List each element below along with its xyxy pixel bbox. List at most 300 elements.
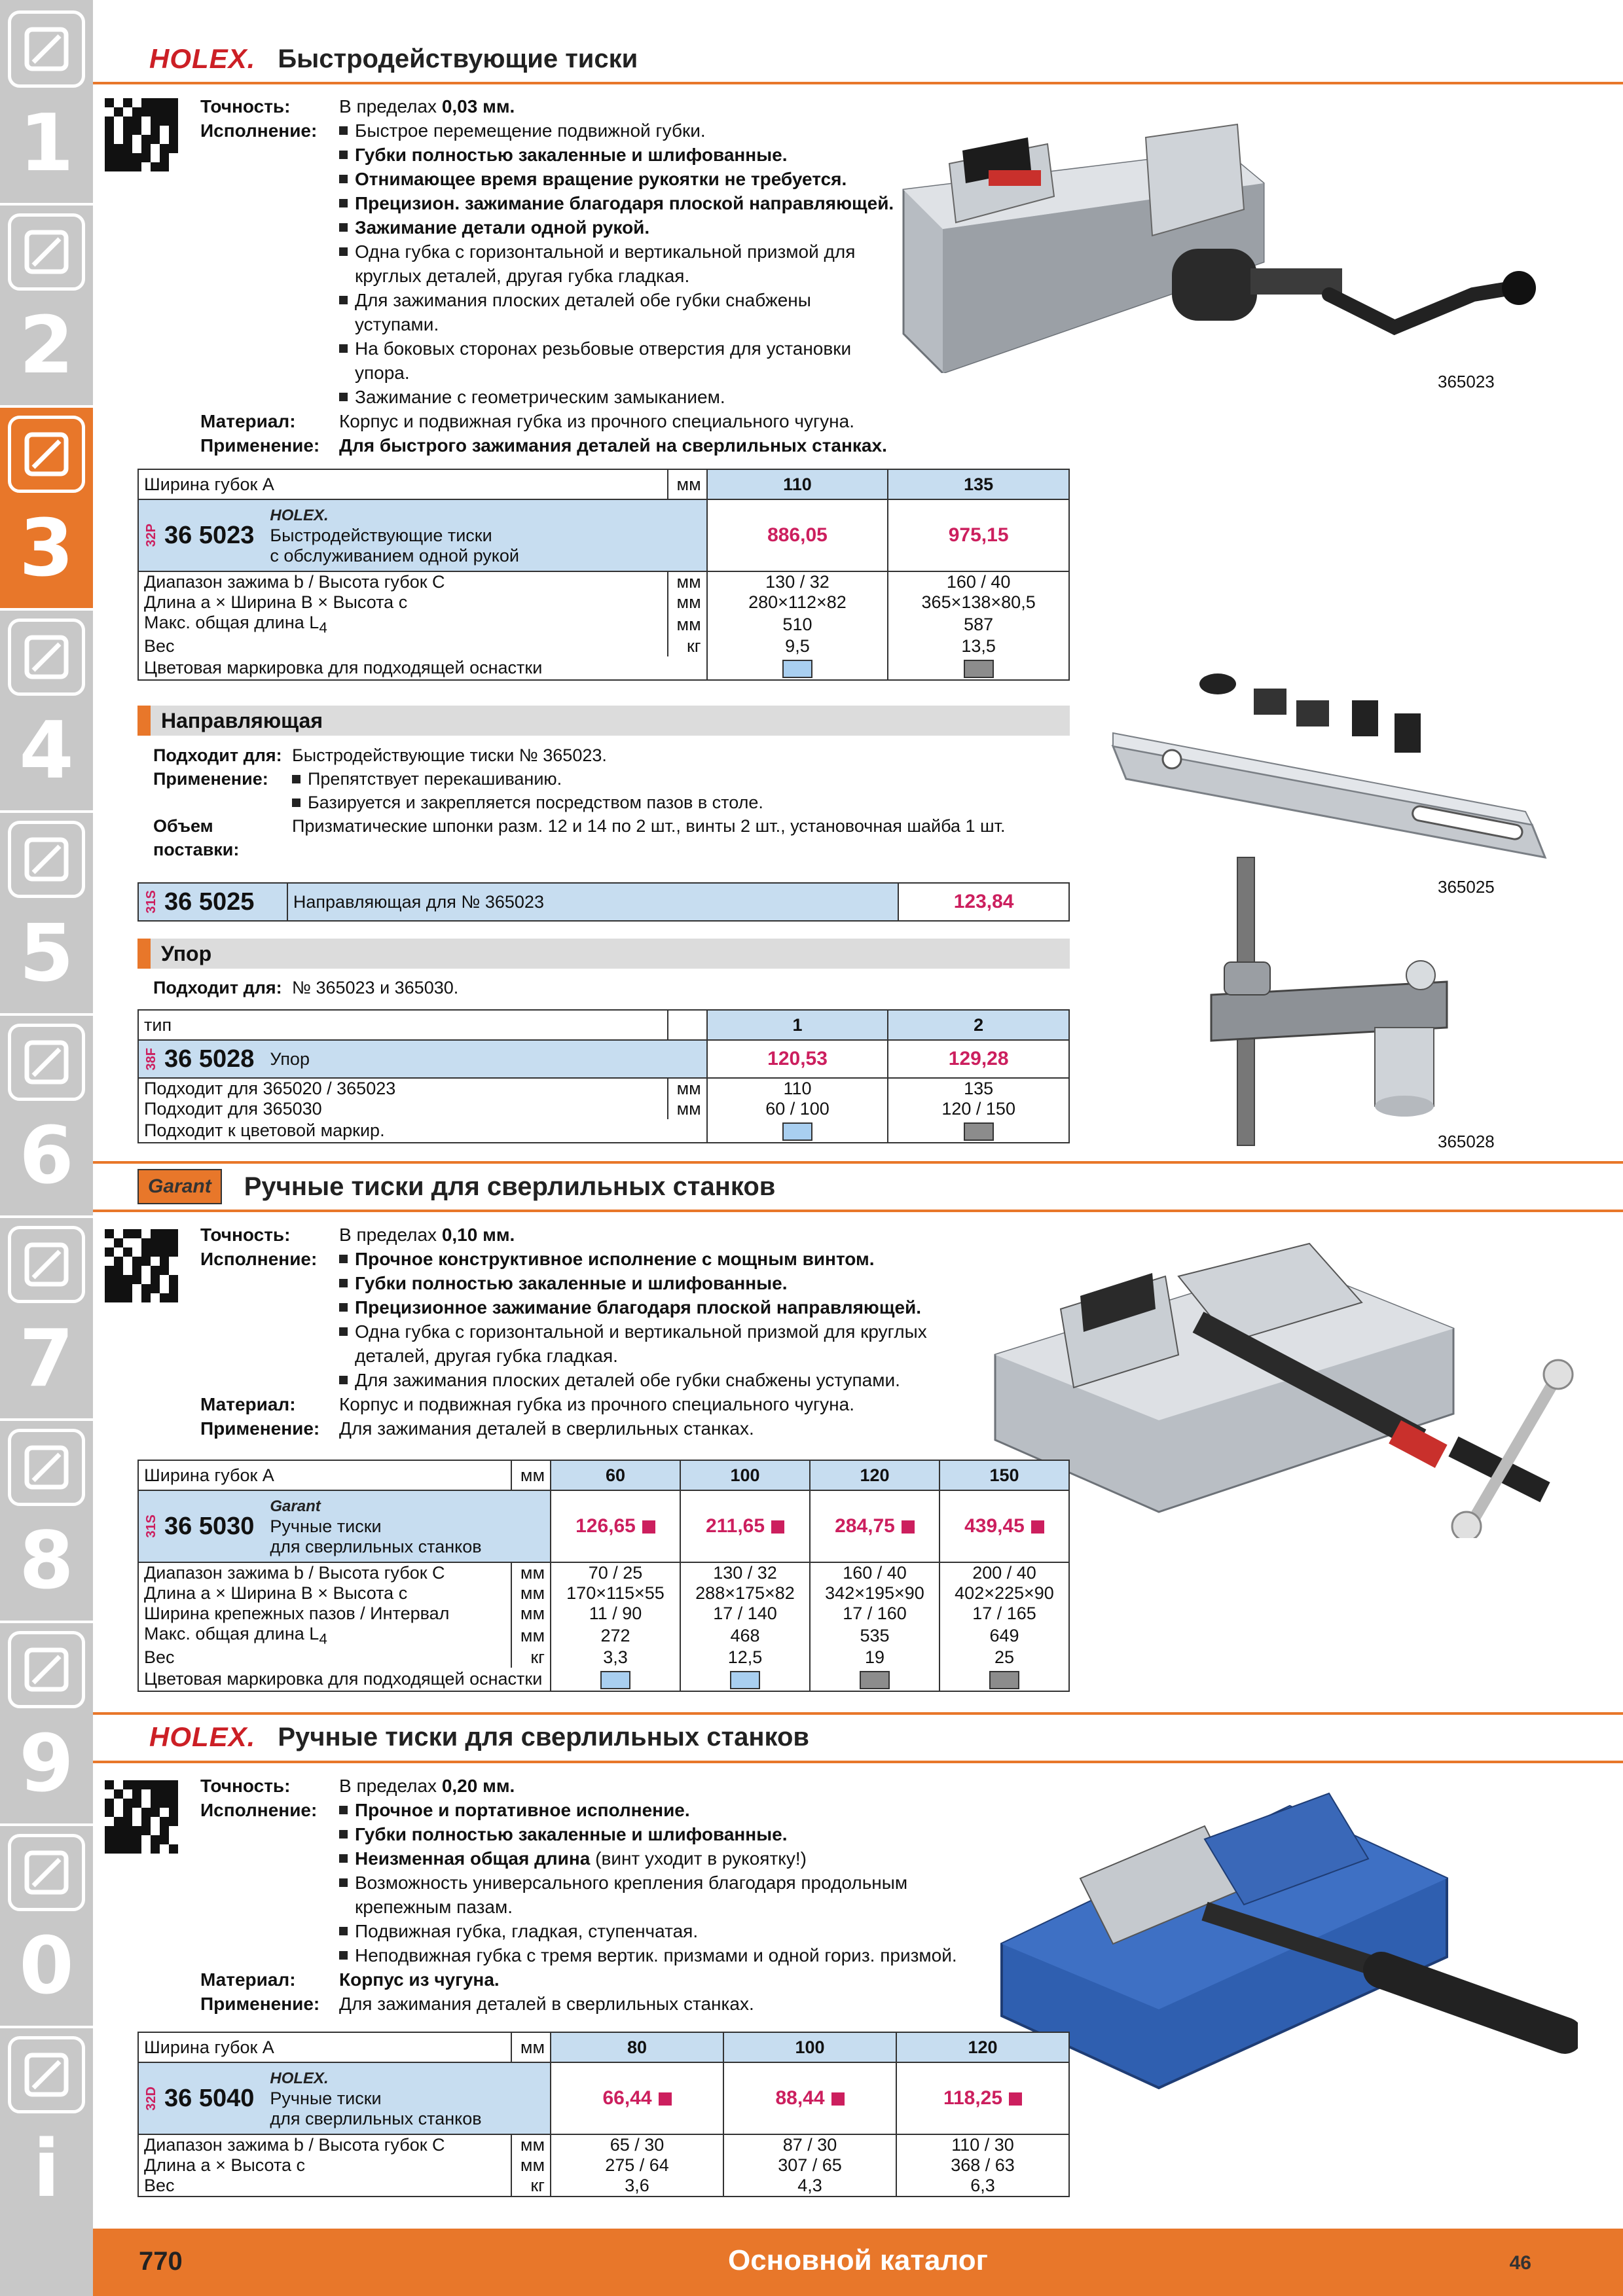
prop-value: В пределах 0,03 мм. bbox=[339, 96, 515, 117]
info-icon bbox=[8, 2036, 85, 2113]
feature-item: Для зажимания плоских деталей обе губки снабжены уступами. bbox=[339, 1368, 927, 1392]
price[interactable]: 439,45 bbox=[939, 1490, 1069, 1562]
spec-value: 649 bbox=[939, 1624, 1069, 1647]
article-row[interactable] bbox=[138, 1490, 1069, 1562]
chapter-number: 0 bbox=[19, 1921, 74, 2013]
prop-key: Применение: bbox=[153, 769, 268, 789]
spec-value: 402×225×90 bbox=[939, 1583, 1069, 1604]
caliper-icon bbox=[8, 619, 85, 696]
color-swatch-cell bbox=[707, 1119, 888, 1143]
guide-rail-image bbox=[1100, 661, 1558, 870]
chapter-tab-6[interactable] bbox=[0, 1013, 93, 1216]
prop-key: Исполнение: bbox=[200, 1249, 318, 1269]
spec-value: 110 / 30 bbox=[896, 2134, 1069, 2155]
price[interactable]: 126,65 bbox=[551, 1490, 680, 1562]
chapter-tab-i[interactable] bbox=[0, 2026, 93, 2229]
article-row[interactable] bbox=[138, 499, 1069, 571]
prop-value: Для зажимания деталей в сверлильных станках. bbox=[339, 1418, 754, 1439]
color-code-row bbox=[138, 1668, 1069, 1691]
spec-unit: мм bbox=[668, 1099, 707, 1119]
feature-item: Быстрое перемещение подвижной губки. bbox=[339, 118, 894, 143]
spec-value: 3,3 bbox=[551, 1647, 680, 1668]
feature-item: Прецизионное зажимание благодаря плоской направляющей. bbox=[339, 1295, 927, 1319]
feature-item: Для зажимания плоских деталей обе губки снабжены уступами. bbox=[339, 288, 894, 336]
spec-row bbox=[138, 571, 1069, 592]
prop-value: Для быстрого зажимания деталей на сверлильных станках. bbox=[339, 435, 887, 456]
spec-value: 17 / 140 bbox=[680, 1604, 810, 1624]
qr-code-icon[interactable] bbox=[105, 98, 178, 171]
guide-properties bbox=[153, 744, 1070, 861]
article-code: 32D bbox=[144, 2086, 158, 2111]
prop-value: В пределах 0,10 мм. bbox=[339, 1225, 515, 1245]
availability-square-icon bbox=[1031, 1520, 1044, 1534]
prop-key: Материал: bbox=[200, 411, 296, 431]
spec-value: 272 bbox=[551, 1624, 680, 1647]
chapter-tab-bar bbox=[0, 0, 93, 2296]
qr-code-icon[interactable] bbox=[105, 1780, 178, 1854]
color-swatch-cell bbox=[707, 656, 888, 680]
spec-row bbox=[138, 1647, 1069, 1668]
color-code-row bbox=[138, 1119, 1069, 1143]
cabinet-icon bbox=[8, 1631, 85, 1708]
brand-mark: HOLEX. bbox=[270, 2069, 329, 2087]
prop-key: Применение: bbox=[200, 435, 320, 456]
chapter-number: 6 bbox=[19, 1111, 74, 1202]
spec-value: 365×138×80,5 bbox=[888, 592, 1069, 613]
tab-separator bbox=[0, 1823, 93, 1826]
spec-value: 87 / 30 bbox=[723, 2134, 896, 2155]
column-header: 100 bbox=[680, 1460, 810, 1490]
spec-value: 130 / 32 bbox=[680, 1562, 810, 1583]
article-description: Garant Ручные тиски для сверлильных станков bbox=[270, 1497, 482, 1556]
article-description: Направляющая для № 365023 bbox=[293, 891, 544, 912]
availability-square-icon bbox=[659, 2092, 672, 2106]
spec-value: 120 / 150 bbox=[888, 1099, 1069, 1119]
subsection-title: Упор bbox=[161, 941, 212, 965]
holex-logo: HOLEX. bbox=[149, 1721, 256, 1752]
section-divider bbox=[93, 1761, 1623, 1763]
spec-table-365025 bbox=[137, 882, 1070, 922]
table-header-row bbox=[138, 2032, 1069, 2062]
spec-row bbox=[138, 592, 1069, 613]
feature-item: Одна губка с горизонтальной и вертикальной призмой для круглых деталей, другая губка гладкая. bbox=[339, 240, 894, 288]
chapter-number: 8 bbox=[19, 1516, 74, 1607]
article-number: 36 5040 bbox=[164, 2084, 255, 2112]
holex-vise-image bbox=[989, 1780, 1578, 2094]
tab-separator bbox=[0, 2026, 93, 2028]
availability-square-icon bbox=[902, 1520, 915, 1534]
section-title: Быстродействующие тиски bbox=[278, 44, 638, 73]
tab-separator bbox=[0, 1621, 93, 1623]
spec-label: Цветовая маркировка для подходящей оснастки bbox=[138, 656, 707, 680]
safety-glasses-icon bbox=[8, 1834, 85, 1911]
spec-label: Диапазон зажима b / Высота губок C bbox=[138, 1562, 511, 1583]
product-properties bbox=[200, 1223, 927, 1441]
table-header-row bbox=[138, 1460, 1069, 1490]
prop-key: Исполнение: bbox=[200, 120, 318, 141]
chapter-number: 5 bbox=[19, 908, 74, 999]
spec-value: 6,3 bbox=[896, 2176, 1069, 2197]
table-header-row bbox=[138, 469, 1069, 499]
spec-table-365030 bbox=[137, 1460, 1070, 1692]
brand-mark: Garant bbox=[270, 1497, 321, 1515]
chapter-number: 9 bbox=[19, 1718, 74, 1810]
spec-row bbox=[138, 2155, 1069, 2176]
table-header-row bbox=[138, 1010, 1069, 1040]
chapter-number: 4 bbox=[19, 706, 74, 797]
article-number: 36 5025 bbox=[164, 888, 255, 916]
price[interactable]: 284,75 bbox=[810, 1490, 939, 1562]
header-label: Ширина губок A bbox=[138, 469, 668, 499]
prop-value: Для зажимания деталей в сверлильных станках. bbox=[339, 1994, 754, 2014]
spec-value: 288×175×82 bbox=[680, 1583, 810, 1604]
price[interactable]: 66,44 bbox=[551, 2062, 723, 2134]
spec-unit: кг bbox=[511, 1647, 551, 1668]
article-row[interactable] bbox=[138, 2062, 1069, 2134]
spec-row bbox=[138, 2134, 1069, 2155]
chapter-tab-4[interactable] bbox=[0, 608, 93, 811]
spec-unit: мм bbox=[511, 2155, 551, 2176]
feature-item: Базируется и закрепляется посредством пазов в столе. bbox=[292, 791, 1070, 814]
stop-image bbox=[1198, 851, 1473, 1152]
spec-label: Длина a × Ширина B × Высота c bbox=[138, 592, 668, 613]
availability-square-icon bbox=[771, 1520, 784, 1534]
spec-value: 535 bbox=[810, 1624, 939, 1647]
spec-value: 65 / 30 bbox=[551, 2134, 723, 2155]
feature-list bbox=[339, 1247, 927, 1392]
spec-unit: мм bbox=[511, 1624, 551, 1647]
header-unit: мм bbox=[668, 469, 707, 499]
spec-label: Вес bbox=[138, 2176, 511, 2197]
spec-label: Длина a × Ширина B × Высота c bbox=[138, 1583, 511, 1604]
spec-label: Цветовая маркировка для подходящей оснастки bbox=[138, 1668, 551, 1691]
spec-label: Макс. общая длина $L_4$ bbox=[138, 1624, 511, 1647]
spec-unit: мм bbox=[668, 613, 707, 636]
prop-key: Подходит для: bbox=[153, 745, 282, 765]
chapter-tab-5[interactable] bbox=[0, 810, 93, 1013]
spec-unit: мм bbox=[511, 2134, 551, 2155]
chapter-tab-7[interactable] bbox=[0, 1215, 93, 1418]
image-caption: 365025 bbox=[1438, 877, 1495, 897]
column-header: 150 bbox=[939, 1460, 1069, 1490]
color-swatch bbox=[730, 1671, 760, 1689]
prop-key: Объем поставки: bbox=[153, 816, 240, 859]
spec-row bbox=[138, 1099, 1069, 1119]
prop-key: Применение: bbox=[200, 1418, 320, 1439]
chapter-tab-9[interactable] bbox=[0, 1621, 93, 1823]
article-number: 36 5023 bbox=[164, 521, 255, 549]
price[interactable]: 211,65 bbox=[680, 1490, 810, 1562]
spec-value: 12,5 bbox=[680, 1647, 810, 1668]
spec-value: 19 bbox=[810, 1647, 939, 1668]
feature-item: Губки полностью закаленные и шлифованные. bbox=[339, 143, 894, 167]
chapter-number: 1 bbox=[19, 98, 74, 189]
catalog-title: Основной каталог bbox=[727, 2244, 988, 2276]
price[interactable]: 118,25 bbox=[896, 2062, 1069, 2134]
article-row[interactable] bbox=[138, 1040, 1069, 1078]
product-properties bbox=[200, 94, 894, 457]
prop-value: Быстродействующие тиски № 365023. bbox=[292, 745, 607, 765]
column-header: 110 bbox=[707, 469, 888, 499]
prop-key: Материал: bbox=[200, 1969, 296, 1990]
article-cell[interactable] bbox=[138, 499, 707, 571]
color-swatch bbox=[782, 660, 812, 678]
feature-list bbox=[339, 1798, 960, 1967]
spec-value: 510 bbox=[707, 613, 888, 636]
spec-value: 135 bbox=[888, 1078, 1069, 1099]
header-unit: мм bbox=[511, 1460, 551, 1490]
subsection-header-guide bbox=[137, 706, 1070, 736]
spec-value: 275 / 64 bbox=[551, 2155, 723, 2176]
spec-value: 4,3 bbox=[723, 2176, 896, 2197]
color-swatch bbox=[600, 1671, 630, 1689]
prop-key: Точность: bbox=[200, 1225, 291, 1245]
prop-key: Точность: bbox=[200, 96, 291, 117]
page-number: 770 bbox=[139, 2247, 183, 2276]
section-title: Ручные тиски для сверлильных станков bbox=[244, 1172, 776, 1201]
garant-logo: Garant bbox=[137, 1169, 222, 1204]
drill-icon bbox=[8, 10, 85, 88]
feature-item: Губки полностью закаленные и шлифованные. bbox=[339, 1271, 927, 1295]
spec-label: Диапазон зажима b / Высота губок C bbox=[138, 2134, 511, 2155]
spec-row bbox=[138, 1562, 1069, 1583]
spec-label: Вес bbox=[138, 636, 668, 656]
spec-value: 70 / 25 bbox=[551, 1562, 680, 1583]
spec-value: 11 / 90 bbox=[551, 1604, 680, 1624]
feature-item: Одна губка с горизонтальной и вертикальной призмой для круглых деталей, другая губка гладкая. bbox=[339, 1319, 927, 1368]
article-description: Упор bbox=[270, 1049, 310, 1069]
price[interactable]: 886,05 bbox=[707, 499, 888, 571]
feature-item: Зажимание детали одной рукой. bbox=[339, 215, 894, 240]
spec-table-365040 bbox=[137, 2032, 1070, 2197]
spec-value: 9,5 bbox=[707, 636, 888, 656]
spec-value: 280×112×82 bbox=[707, 592, 888, 613]
spec-row bbox=[138, 2176, 1069, 2197]
article-number: 36 5028 bbox=[164, 1045, 255, 1073]
spec-value: 13,5 bbox=[888, 636, 1069, 656]
header-label: тип bbox=[138, 1010, 668, 1040]
tab-separator bbox=[0, 810, 93, 813]
price[interactable]: 123,84 bbox=[898, 883, 1069, 921]
column-header: 120 bbox=[896, 2032, 1069, 2062]
prop-value: Призматические шпонки разм. 12 и 14 по 2 шт., винты 2 шт., установочная шайба 1 шт. bbox=[292, 816, 1006, 836]
spec-label: Макс. общая длина $L_4$ bbox=[138, 613, 668, 636]
tab-separator bbox=[0, 1418, 93, 1421]
chapter-tab-2[interactable] bbox=[0, 203, 93, 406]
spec-value: 3,6 bbox=[551, 2176, 723, 2197]
article-description: HOLEX. Быстродействующие тиски с обслуживанием одной рукой bbox=[270, 506, 519, 565]
prop-key: Материал: bbox=[200, 1394, 296, 1414]
feature-item: Препятствует перекашиванию. bbox=[292, 767, 1070, 791]
column-header: 135 bbox=[888, 469, 1069, 499]
chapter-number: 7 bbox=[19, 1313, 74, 1405]
header-label: Ширина губок A bbox=[138, 2032, 511, 2062]
spec-value: 60 / 100 bbox=[707, 1099, 888, 1119]
chapter-number: 3 bbox=[19, 503, 74, 594]
color-swatch-cell bbox=[888, 656, 1069, 680]
spec-value: 17 / 165 bbox=[939, 1604, 1069, 1624]
section-header-garant-vise bbox=[137, 1169, 775, 1204]
tab-separator bbox=[0, 1013, 93, 1016]
prop-key: Исполнение: bbox=[200, 1800, 318, 1820]
column-header: 2 bbox=[888, 1010, 1069, 1040]
spec-value: 587 bbox=[888, 613, 1069, 636]
feature-item: Неизменная общая длина (винт уходит в рукоятку!) bbox=[339, 1846, 960, 1871]
price[interactable]: 88,44 bbox=[723, 2062, 896, 2134]
spec-unit: кг bbox=[668, 636, 707, 656]
section-divider bbox=[93, 1210, 1623, 1212]
tab-separator bbox=[0, 608, 93, 611]
chapter-tab-3[interactable] bbox=[0, 405, 93, 608]
spec-value: 130 / 32 bbox=[707, 571, 888, 592]
availability-square-icon bbox=[1009, 2092, 1022, 2106]
chapter-tab-8[interactable] bbox=[0, 1418, 93, 1621]
spec-label: Подходит для 365030 bbox=[138, 1099, 668, 1119]
feature-list bbox=[292, 767, 1070, 814]
prop-value: № 365023 и 365030. bbox=[292, 978, 459, 997]
spec-value: 170×115×55 bbox=[551, 1583, 680, 1604]
color-swatch-cell bbox=[939, 1668, 1069, 1691]
subsection-title: Направляющая bbox=[161, 708, 323, 732]
toolbox-icon bbox=[8, 1429, 85, 1506]
spec-unit: кг bbox=[511, 2176, 551, 2197]
spec-label: Ширина крепежных пазов / Интервал bbox=[138, 1604, 511, 1624]
article-cell[interactable]: 31S 36 5025 bbox=[138, 883, 287, 921]
holex-logo: HOLEX. bbox=[149, 43, 256, 74]
feature-item: Прецизион. зажимание благодаря плоской направляющей. bbox=[339, 191, 894, 215]
feature-item: Губки полностью закаленные и шлифованные. bbox=[339, 1822, 960, 1846]
color-swatch bbox=[964, 660, 994, 678]
chapter-tab-1[interactable] bbox=[0, 0, 93, 203]
section-divider bbox=[93, 82, 1623, 84]
feature-item: Зажимание с геометрическим замыканием. bbox=[339, 385, 894, 409]
article-cell[interactable] bbox=[138, 1040, 707, 1078]
tab-separator bbox=[0, 203, 93, 206]
product-properties bbox=[200, 1774, 960, 2016]
spec-value: 468 bbox=[680, 1624, 810, 1647]
feature-list bbox=[339, 118, 894, 409]
price[interactable]: 129,28 bbox=[888, 1040, 1069, 1078]
spec-unit: мм bbox=[511, 1583, 551, 1604]
section-title: Ручные тиски для сверлильных станков bbox=[278, 1722, 810, 1751]
feature-item: Отнимающее время вращение рукоятки не требуется. bbox=[339, 167, 894, 191]
spec-value: 368 / 63 bbox=[896, 2155, 1069, 2176]
article-code: 31S bbox=[144, 1515, 158, 1538]
page-footer bbox=[93, 2229, 1623, 2296]
chapter-number: i bbox=[33, 2123, 60, 2215]
quick-vise-image bbox=[897, 98, 1545, 373]
color-code-row bbox=[138, 656, 1069, 680]
price[interactable]: 975,15 bbox=[888, 499, 1069, 571]
prop-value: Корпус и подвижная губка из прочного специального чугуна. bbox=[339, 411, 854, 431]
column-header: 120 bbox=[810, 1460, 939, 1490]
spec-unit: мм bbox=[511, 1562, 551, 1583]
color-swatch-cell bbox=[810, 1668, 939, 1691]
image-caption: 365023 bbox=[1438, 372, 1495, 391]
spec-row bbox=[138, 613, 1069, 636]
spec-value: 25 bbox=[939, 1647, 1069, 1668]
page-sub-number: 46 bbox=[1509, 2252, 1531, 2274]
prop-key: Подходит для: bbox=[153, 978, 282, 997]
spec-row bbox=[138, 1604, 1069, 1624]
saw-blade-icon bbox=[8, 821, 85, 898]
article-cell[interactable] bbox=[138, 2062, 551, 2134]
prop-key: Точность: bbox=[200, 1776, 291, 1796]
color-swatch bbox=[964, 1122, 994, 1141]
column-header: 1 bbox=[707, 1010, 888, 1040]
article-description: HOLEX. Ручные тиски для сверлильных станков bbox=[270, 2069, 482, 2128]
section-header-holex-vise bbox=[149, 1721, 809, 1753]
image-caption: 365028 bbox=[1438, 1132, 1495, 1151]
spec-table-365028 bbox=[137, 1009, 1070, 1143]
prop-value: В пределах 0,20 мм. bbox=[339, 1776, 515, 1796]
spec-row bbox=[138, 1583, 1069, 1604]
spec-label: Подходит к цветовой маркир. bbox=[138, 1119, 707, 1143]
spec-row bbox=[138, 1078, 1069, 1099]
spec-unit: мм bbox=[668, 571, 707, 592]
spec-table-365023 bbox=[137, 469, 1070, 681]
price[interactable]: 120,53 bbox=[707, 1040, 888, 1078]
spec-unit: мм bbox=[668, 1078, 707, 1099]
availability-square-icon bbox=[831, 2092, 845, 2106]
spec-value: 307 / 65 bbox=[723, 2155, 896, 2176]
feature-item: Подвижная губка, гладкая, ступенчатая. bbox=[339, 1919, 960, 1943]
feature-item: Прочное конструктивное исполнение с мощным винтом. bbox=[339, 1247, 927, 1271]
brand-mark: HOLEX. bbox=[270, 506, 329, 524]
spec-unit: мм bbox=[511, 1604, 551, 1624]
color-swatch-cell bbox=[680, 1668, 810, 1691]
article-cell[interactable] bbox=[138, 1490, 551, 1562]
spec-row bbox=[138, 636, 1069, 656]
qr-code-icon[interactable] bbox=[105, 1229, 178, 1302]
feature-item: Прочное и портативное исполнение. bbox=[339, 1798, 960, 1822]
spec-label: Диапазон зажима b / Высота губок C bbox=[138, 571, 668, 592]
tab-separator bbox=[0, 405, 93, 408]
pliers-icon bbox=[8, 1226, 85, 1303]
column-header: 100 bbox=[723, 2032, 896, 2062]
spec-value: 342×195×90 bbox=[810, 1583, 939, 1604]
subsection-header-stop bbox=[137, 939, 1070, 969]
garant-vise-image bbox=[982, 1224, 1591, 1538]
spec-value: 17 / 160 bbox=[810, 1604, 939, 1624]
chuck-icon bbox=[8, 416, 85, 493]
color-swatch-cell bbox=[888, 1119, 1069, 1143]
prop-key: Применение: bbox=[200, 1994, 320, 2014]
spec-unit: мм bbox=[668, 592, 707, 613]
chapter-tab-0[interactable] bbox=[0, 1823, 93, 2026]
spec-label: Вес bbox=[138, 1647, 511, 1668]
header-unit bbox=[668, 1010, 707, 1040]
article-code: 38F bbox=[144, 1047, 158, 1071]
chapter-number: 2 bbox=[19, 300, 74, 392]
availability-square-icon bbox=[642, 1520, 655, 1534]
section-divider bbox=[93, 1712, 1623, 1715]
spec-value: 110 bbox=[707, 1078, 888, 1099]
color-swatch bbox=[989, 1671, 1019, 1689]
feature-item: Неподвижная губка с тремя вертик. призмами и одной гориз. призмой. bbox=[339, 1943, 960, 1967]
color-swatch bbox=[860, 1671, 890, 1689]
column-header: 60 bbox=[551, 1460, 680, 1490]
section-divider bbox=[93, 1161, 1623, 1164]
spec-value: 200 / 40 bbox=[939, 1562, 1069, 1583]
article-code: 32P bbox=[144, 524, 158, 547]
section-header-quick-vise bbox=[149, 43, 638, 75]
header-label: Ширина губок A bbox=[138, 1460, 511, 1490]
color-swatch bbox=[782, 1122, 812, 1141]
article-number: 36 5030 bbox=[164, 1512, 255, 1540]
tab-separator bbox=[0, 1215, 93, 1218]
spec-value: 160 / 40 bbox=[810, 1562, 939, 1583]
